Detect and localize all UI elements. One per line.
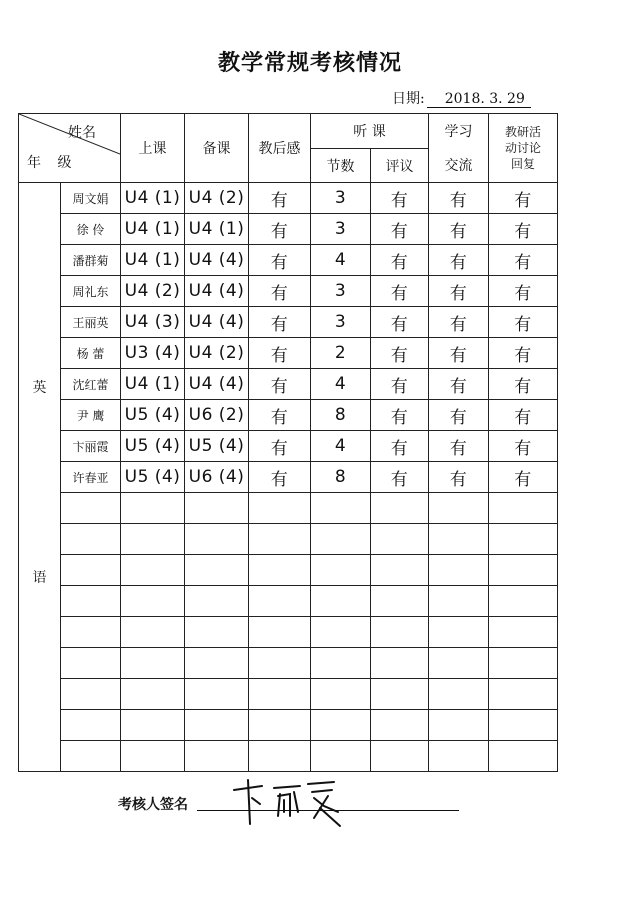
cell-prep: U4 (2) bbox=[185, 338, 249, 369]
cell-research: 有 bbox=[489, 183, 558, 214]
cell-research bbox=[489, 493, 558, 524]
cell-sessions bbox=[311, 524, 371, 555]
header-name: 姓名 bbox=[68, 125, 96, 141]
cell-exchange bbox=[429, 493, 489, 524]
cell-prep bbox=[185, 710, 249, 741]
cell-prep bbox=[185, 617, 249, 648]
cell-name: 卞丽霞 bbox=[61, 431, 121, 462]
cell-reflection bbox=[249, 617, 311, 648]
cell-comments bbox=[371, 524, 429, 555]
cell-reflection: 有 bbox=[249, 245, 311, 276]
table-body bbox=[19, 183, 558, 772]
cell-exchange: 有 bbox=[429, 183, 489, 214]
cell-prep: U5 (4) bbox=[185, 431, 249, 462]
cell-exchange bbox=[429, 555, 489, 586]
cell-research bbox=[489, 586, 558, 617]
cell-prep bbox=[185, 555, 249, 586]
cell-exchange: 有 bbox=[429, 462, 489, 493]
cell-reflection bbox=[249, 524, 311, 555]
cell-sessions: 3 bbox=[311, 307, 371, 338]
cell-name bbox=[61, 555, 121, 586]
cell-name bbox=[61, 586, 121, 617]
date-label: 日期: bbox=[392, 91, 425, 107]
table-row bbox=[19, 245, 558, 276]
cell-sessions: 4 bbox=[311, 245, 371, 276]
header-exchange: 交流 bbox=[444, 158, 473, 174]
header-class: 上课 bbox=[121, 114, 185, 183]
cell-comments: 有 bbox=[371, 462, 429, 493]
cell-prep: U4 (1) bbox=[185, 214, 249, 245]
cell-comments: 有 bbox=[371, 245, 429, 276]
cell-sessions: 2 bbox=[311, 338, 371, 369]
cell-prep bbox=[185, 648, 249, 679]
cell-prep: U4 (4) bbox=[185, 307, 249, 338]
cell-research: 有 bbox=[489, 431, 558, 462]
cell-reflection bbox=[249, 493, 311, 524]
cell-class bbox=[121, 586, 185, 617]
cell-research: 有 bbox=[489, 369, 558, 400]
cell-research bbox=[489, 617, 558, 648]
cell-comments: 有 bbox=[371, 183, 429, 214]
cell-research: 有 bbox=[489, 338, 558, 369]
header-study-exchange bbox=[429, 114, 489, 183]
header-research-line3: 回复 bbox=[511, 157, 536, 171]
cell-reflection: 有 bbox=[249, 276, 311, 307]
cell-sessions: 3 bbox=[311, 183, 371, 214]
cell-reflection: 有 bbox=[249, 369, 311, 400]
cell-research: 有 bbox=[489, 245, 558, 276]
cell-comments bbox=[371, 648, 429, 679]
cell-comments: 有 bbox=[371, 307, 429, 338]
cell-research: 有 bbox=[489, 214, 558, 245]
cell-name: 徐 伶 bbox=[61, 214, 121, 245]
cell-class bbox=[121, 555, 185, 586]
cell-comments bbox=[371, 555, 429, 586]
header-prep: 备课 bbox=[185, 114, 249, 183]
cell-name bbox=[61, 741, 121, 772]
cell-reflection: 有 bbox=[249, 214, 311, 245]
signature-label: 考核人签名 bbox=[118, 797, 188, 813]
cell-class bbox=[121, 679, 185, 710]
cell-class bbox=[121, 648, 185, 679]
table-row bbox=[19, 493, 558, 524]
cell-prep bbox=[185, 741, 249, 772]
cell-comments: 有 bbox=[371, 276, 429, 307]
cell-reflection: 有 bbox=[249, 462, 311, 493]
table-row bbox=[19, 431, 558, 462]
table-row bbox=[19, 183, 558, 214]
cell-sessions bbox=[311, 493, 371, 524]
header-grade: 年 级 bbox=[27, 155, 78, 171]
cell-sessions bbox=[311, 586, 371, 617]
cell-sessions: 8 bbox=[311, 462, 371, 493]
cell-class: U4 (1) bbox=[121, 183, 185, 214]
table-row bbox=[19, 555, 558, 586]
cell-research bbox=[489, 555, 558, 586]
cell-class: U5 (4) bbox=[121, 431, 185, 462]
cell-comments bbox=[371, 617, 429, 648]
cell-comments bbox=[371, 493, 429, 524]
cell-name: 杨 蕾 bbox=[61, 338, 121, 369]
cell-exchange: 有 bbox=[429, 307, 489, 338]
table-row bbox=[19, 524, 558, 555]
header-comments: 评议 bbox=[371, 149, 429, 183]
cell-exchange: 有 bbox=[429, 214, 489, 245]
header-listen: 听 课 bbox=[311, 114, 429, 149]
cell-exchange bbox=[429, 617, 489, 648]
table-row bbox=[19, 369, 558, 400]
cell-sessions bbox=[311, 617, 371, 648]
subject-char-1: 英 bbox=[32, 380, 47, 396]
cell-class: U5 (4) bbox=[121, 462, 185, 493]
cell-prep: U4 (4) bbox=[185, 369, 249, 400]
cell-comments bbox=[371, 741, 429, 772]
cell-exchange: 有 bbox=[429, 276, 489, 307]
cell-research bbox=[489, 648, 558, 679]
document-title: 教学常规考核情况 bbox=[217, 50, 402, 76]
cell-sessions: 8 bbox=[311, 400, 371, 431]
cell-exchange: 有 bbox=[429, 245, 489, 276]
cell-reflection: 有 bbox=[249, 400, 311, 431]
table-row bbox=[19, 214, 558, 245]
cell-name: 王丽英 bbox=[61, 307, 121, 338]
table-row bbox=[19, 338, 558, 369]
table-row bbox=[19, 710, 558, 741]
cell-class: U4 (2) bbox=[121, 276, 185, 307]
table-row bbox=[19, 276, 558, 307]
cell-name bbox=[61, 710, 121, 741]
cell-name: 周礼东 bbox=[61, 276, 121, 307]
header-reflection: 教后感 bbox=[249, 114, 311, 183]
cell-research bbox=[489, 679, 558, 710]
cell-comments bbox=[371, 586, 429, 617]
cell-research: 有 bbox=[489, 400, 558, 431]
cell-comments bbox=[371, 679, 429, 710]
cell-sessions: 4 bbox=[311, 369, 371, 400]
cell-name bbox=[61, 617, 121, 648]
cell-prep bbox=[185, 524, 249, 555]
cell-class: U4 (1) bbox=[121, 214, 185, 245]
cell-reflection: 有 bbox=[249, 338, 311, 369]
cell-sessions: 3 bbox=[311, 214, 371, 245]
date-field bbox=[392, 88, 531, 108]
table-row bbox=[19, 679, 558, 710]
cell-class bbox=[121, 617, 185, 648]
cell-sessions bbox=[311, 648, 371, 679]
cell-name bbox=[61, 679, 121, 710]
cell-sessions bbox=[311, 741, 371, 772]
table-row bbox=[19, 400, 558, 431]
cell-class bbox=[121, 493, 185, 524]
cell-exchange: 有 bbox=[429, 400, 489, 431]
cell-sessions bbox=[311, 710, 371, 741]
cell-comments: 有 bbox=[371, 400, 429, 431]
cell-class: U4 (3) bbox=[121, 307, 185, 338]
cell-exchange: 有 bbox=[429, 431, 489, 462]
cell-reflection: 有 bbox=[249, 307, 311, 338]
cell-prep: U6 (4) bbox=[185, 462, 249, 493]
cell-name bbox=[61, 524, 121, 555]
table-row bbox=[19, 617, 558, 648]
cell-sessions: 4 bbox=[311, 431, 371, 462]
table-row bbox=[19, 462, 558, 493]
cell-prep bbox=[185, 679, 249, 710]
header-research bbox=[489, 114, 558, 183]
cell-exchange bbox=[429, 679, 489, 710]
cell-reflection bbox=[249, 710, 311, 741]
cell-name bbox=[61, 648, 121, 679]
cell-class bbox=[121, 524, 185, 555]
cell-name: 周文娟 bbox=[61, 183, 121, 214]
cell-comments: 有 bbox=[371, 369, 429, 400]
assessment-table bbox=[18, 113, 558, 772]
cell-research bbox=[489, 524, 558, 555]
subject-char-2: 语 bbox=[32, 570, 47, 586]
cell-prep bbox=[185, 493, 249, 524]
cell-research: 有 bbox=[489, 307, 558, 338]
cell-name: 潘群菊 bbox=[61, 245, 121, 276]
header-research-line2: 动讨论 bbox=[505, 141, 542, 155]
cell-class: U3 (4) bbox=[121, 338, 185, 369]
cell-name bbox=[61, 493, 121, 524]
cell-sessions: 3 bbox=[311, 276, 371, 307]
cell-reflection bbox=[249, 648, 311, 679]
cell-sessions bbox=[311, 555, 371, 586]
cell-comments bbox=[371, 710, 429, 741]
cell-comments: 有 bbox=[371, 214, 429, 245]
cell-class bbox=[121, 741, 185, 772]
cell-class bbox=[121, 710, 185, 741]
table-row bbox=[19, 648, 558, 679]
cell-exchange: 有 bbox=[429, 369, 489, 400]
cell-research: 有 bbox=[489, 462, 558, 493]
cell-reflection: 有 bbox=[249, 431, 311, 462]
cell-prep: U4 (2) bbox=[185, 183, 249, 214]
cell-research bbox=[489, 741, 558, 772]
cell-name: 尹 鹰 bbox=[61, 400, 121, 431]
header-research-line1: 教研活 bbox=[505, 125, 542, 139]
header-corner-cell bbox=[19, 114, 121, 183]
header-sessions: 节数 bbox=[311, 149, 371, 183]
cell-prep: U6 (2) bbox=[185, 400, 249, 431]
subject-cell bbox=[19, 183, 61, 772]
cell-prep: U4 (4) bbox=[185, 276, 249, 307]
cell-class: U4 (1) bbox=[121, 245, 185, 276]
cell-exchange bbox=[429, 648, 489, 679]
cell-exchange bbox=[429, 524, 489, 555]
cell-reflection bbox=[249, 586, 311, 617]
cell-comments: 有 bbox=[371, 338, 429, 369]
table-row bbox=[19, 307, 558, 338]
cell-sessions bbox=[311, 679, 371, 710]
cell-exchange bbox=[429, 586, 489, 617]
cell-prep: U4 (4) bbox=[185, 245, 249, 276]
cell-exchange bbox=[429, 710, 489, 741]
cell-reflection: 有 bbox=[249, 183, 311, 214]
cell-prep bbox=[185, 586, 249, 617]
cell-reflection bbox=[249, 741, 311, 772]
date-value: 2018. 3. 29 bbox=[427, 91, 531, 108]
handwritten-signature bbox=[228, 772, 348, 832]
cell-research: 有 bbox=[489, 276, 558, 307]
table-row bbox=[19, 741, 558, 772]
cell-name: 许春亚 bbox=[61, 462, 121, 493]
cell-exchange: 有 bbox=[429, 338, 489, 369]
cell-class: U5 (4) bbox=[121, 400, 185, 431]
header-study: 学习 bbox=[444, 124, 473, 140]
cell-reflection bbox=[249, 679, 311, 710]
cell-exchange bbox=[429, 741, 489, 772]
cell-research bbox=[489, 710, 558, 741]
table-row bbox=[19, 586, 558, 617]
cell-comments: 有 bbox=[371, 431, 429, 462]
cell-name: 沈红蕾 bbox=[61, 369, 121, 400]
cell-reflection bbox=[249, 555, 311, 586]
cell-class: U4 (1) bbox=[121, 369, 185, 400]
